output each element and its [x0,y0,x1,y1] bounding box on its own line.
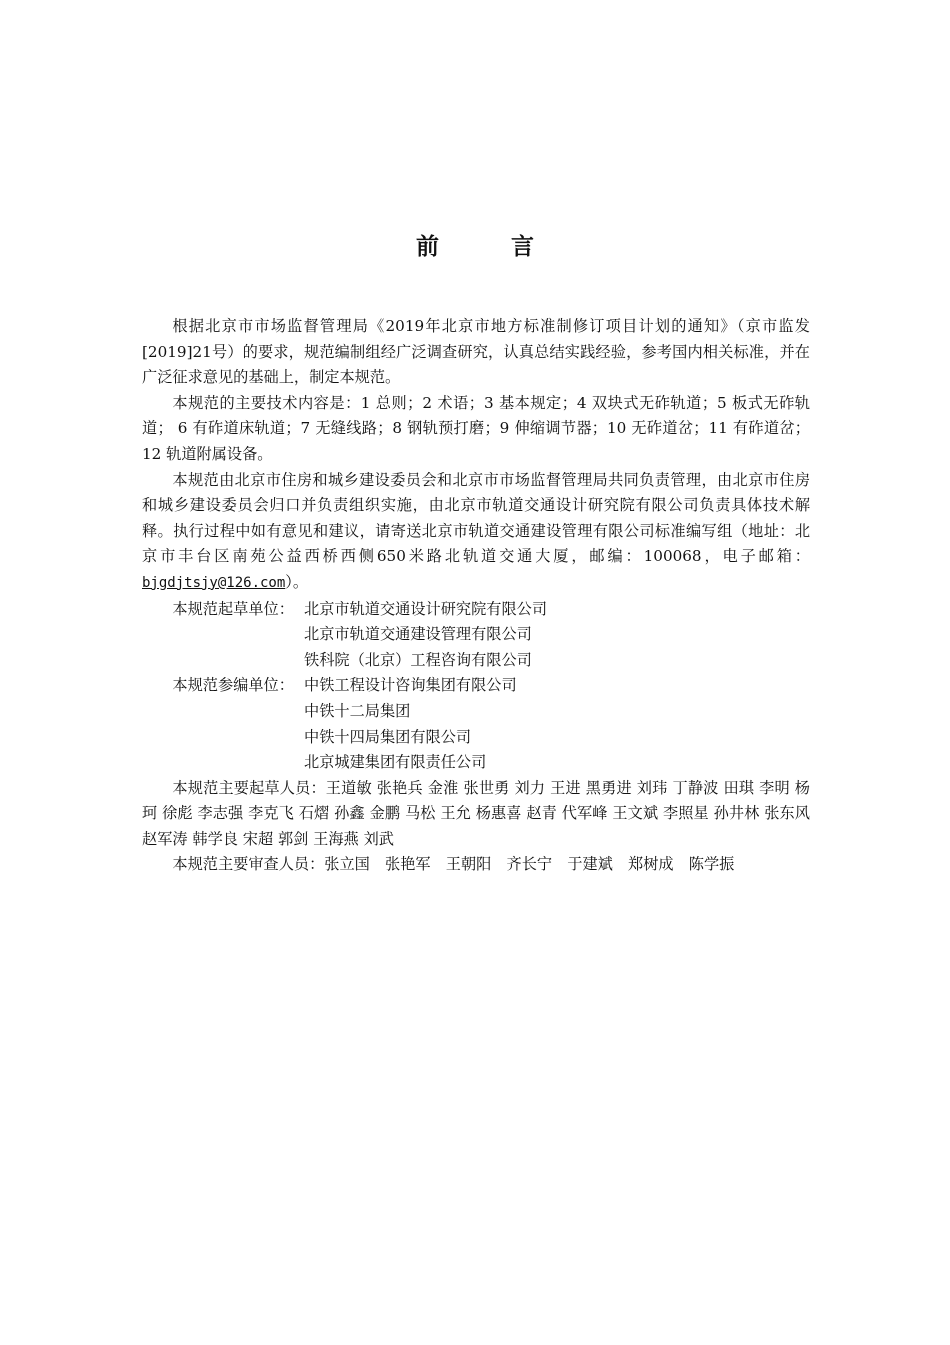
paragraph-background: 根据北京市市场监督管理局《2019年北京市地方标准制修订项目计划的通知》（京市监发[2019]21号）的要求，规范编制组经广泛调查研究，认真总结实践经验，参考国内相关标准，并在广泛征求意见的基础上，制定本规范。 [142,317,810,387]
drafting-units-label: 本规范起草单位： [172,599,294,618]
drafting-unit: 北京市轨道交通设计研究院有限公司 [304,599,547,618]
participating-unit: 中铁十二局集团 [304,701,411,720]
reviewers-list: 本规范主要审查人员：张立国 张艳军 王朝阳 齐长宁 于建斌 郑树成 陈学振 [172,855,735,874]
paragraph-management [142,468,810,597]
drafting-units-list [304,597,547,674]
preface-body [142,314,810,878]
participating-units-label: 本规范参编单位： [172,676,294,695]
participating-units-list [304,673,517,775]
page-title: 前 言 [415,234,566,260]
drafting-unit: 北京市轨道交通建设管理有限公司 [304,625,532,644]
drafting-units [142,597,810,674]
management-end: ）。 [285,572,309,591]
participating-unit: 中铁十四局集团有限公司 [304,727,472,746]
participating-unit: 北京城建集团有限责任公司 [304,753,487,772]
participating-unit: 中铁工程设计咨询集团有限公司 [304,676,517,695]
paragraph-contents: 本规范的主要技术内容是：1 总则；2 术语；3 基本规定；4 双块式无砟轨道；5 板式无砟轨道； 6 有砟道床轨道；7 无缝线路；8 钢轨预打磨；9 伸缩调节器；10 无砟道岔；11 有砟道岔； 12 轨道附属设备。 [142,393,810,463]
management-text: 本规范由北京市住房和城乡建设委员会和北京市市场监督管理局共同负责管理，由北京市住房和城乡建设委员会归口并负责组织实施，由北京市轨道交通设计研究院有限公司负责具体技术解释。执行过程中如有意见和建议，请寄送北京市轨道交通建设管理有限公司标准编写组（地址：北京市丰台区南苑公益西桥西侧650米路北轨道交通大厦，邮编：100068，电子邮箱： [142,470,810,566]
drafting-unit: 铁科院（北京）工程咨询有限公司 [304,650,532,669]
drafters-list: 本规范主要起草人员：王道敏 张艳兵 金淮 张世勇 刘力 王进 黑勇进 刘玮 丁静波 田琪 李明 杨珂 徐彪 李志强 李克飞 石熠 孙鑫 金鹏 马松 王允 杨惠喜 赵青 代军峰 王文斌 李照星 孙井林 张东风 赵军涛 韩学良 宋超 郭剑 王海燕 刘武 [142,778,810,848]
participating-units [142,673,810,775]
email-link[interactable]: bjgdjtsjy@126.com [142,574,286,591]
